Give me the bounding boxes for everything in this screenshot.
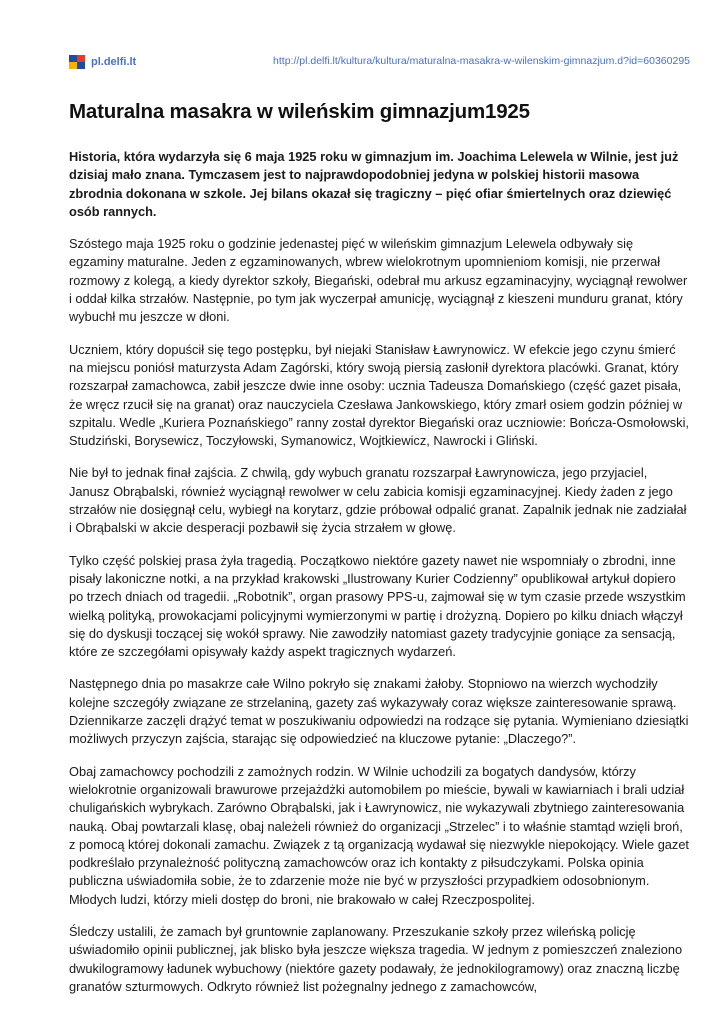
article-paragraph: Szóstego maja 1925 roku o godzinie jedenastej pięć w wileńskim gimnazjum Lelewela odbywały się egzaminy maturalne. Jeden z egzaminowanych, wbrew wielokrotnym upomnieniom komisji, nie przerwał rozmowy z kolegą, a kiedy dyrektor szkoły, Biegański, odebrał mu arkusz egzaminacyjny, wyciągnął rewolwer i oddał kilka strzałów. Następnie, po tym jak wyczerpał amunicję, wyciągnął z kieszeni munduru granat, który wybuchł mu jeszcze w dłoni.: [69, 236, 688, 325]
source-url[interactable]: http://pl.delfi.lt/kultura/kultura/maturalna-masakra-w-wilenskim-gimnazjum.d?id=60360295: [273, 55, 690, 67]
site-name[interactable]: pl.delfi.lt: [91, 56, 137, 68]
article-paragraph: Tylko część polskiej prasa żyła tragedią. Początkowo niektóre gazety nawet nie wspomniały o zbrodni, inne pisały lakoniczne notki, a na przykład krakowski „Ilustrowany Kurier Codzienny” opublikował artykuł dopiero po trzech dniach od tragedii. „Robotnik”, organ prasowy PPS-u, zajmował się w tym czasie przede wszystkim wielką polityką, prowokacjami policyjnymi wymierzonymi w partię i drożyzną. Dopiero po kilku dniach włączył się do dyskusji toczącej się wokół sprawy. Nie zawodziły natomiast gazety tradycyjnie goniące za sensacją, które ze szczegółami opisywały każdy aspekt tragicznych wydarzeń.: [69, 552, 686, 660]
site-logo[interactable]: [69, 55, 136, 69]
article-paragraph: Nie był to jednak finał zajścia. Z chwilą, gdy wybuch granatu rozszarpał Ławrynowicza, jego przyjaciel, Janusz Obrąbalski, również wyciągnął rewolwer w celu zabicia komisji egzaminacyjnej. Kiedy żaden z jego strzałów nie dosięgnął celu, wybiegł na korytarz, gdzie próbował odpalić granat. Zapalnik jednak nie zadziałał i Obrąbalski w akcie desperacji pozbawił się życia strzałem w głowę.: [69, 465, 687, 536]
article-paragraph: Następnego dnia po masakrze całe Wilno pokryło się znakami żałoby. Stopniowo na wierzch wychodziły kolejne szczegóły związane ze strzelaniną, gazety zaś wykazywały coraz większe zainteresowanie sprawą. Dziennikarze zaczęli drążyć temat w poszukiwaniu odpowiedzi na rodzące się pytania. Wymieniano dziesiątki możliwych przyczyn zajścia, starając się odpowiedzieć na kluczowe pytanie: „Dlaczego?”.: [69, 676, 689, 747]
article-paragraph: Obaj zamachowcy pochodzili z zamożnych rodzin. W Wilnie uchodzili za bogatych dandysów, którzy wielokrotnie organizowali brawurowe przejażdżki automobilem po mieście, bywali w kawiarniach i brali udział chuligańskich wybrykach. Zarówno Obrąbalski, jak i Ławrynowicz, nie wykazywali zbytniego zainteresowania nauką. Obaj powtarzali klasę, obaj należeli również do organizacji „Strzelec” i to właśnie stamtąd wzięli broń, z pomocą której dokonali zamachu. Związek z tą organizacją wydawał się niezwykle niepokojący. Wiele gazet podkreślało przynależność polityczną zamachowców oraz ich kontakty z piłsudczykami. Polska opinia publiczna uświadomiła sobie, że to zdarzenie może nie być w przyszłości przypadkiem odosobnionym. Młodych ludzi, którzy mieli dostęp do broni, nie brakowało w całej Rzeczpospolitej.: [69, 763, 689, 907]
article-body: [69, 148, 689, 1010]
page-header: [69, 55, 690, 69]
article-lead: Historia, która wydarzyła się 6 maja 1925 roku w gimnazjum im. Joachima Lelewela w Wilnie, jest już dzisiaj mało znana. Tymczasem jest to najprawdopodobniej jedyna w polskiej historii masowa zbrodnia dokonana w szkole. Jej bilans okazał się tragiczny – pięć ofiar śmiertelnych oraz dziewięć osób rannych.: [69, 149, 679, 219]
article-paragraph: Uczniem, który dopuścił się tego postępku, był niejaki Stanisław Ławrynowicz. W efekcie jego czynu śmierć na miejscu poniósł maturzysta Adam Zagórski, który swoją piersią zasłonił dyrektora placówki. Granat, który rozszarpał zamachowca, zabił jeszcze dwie inne osoby: ucznia Tadeusza Domańskiego (część gazet pisała, że wręcz rzucił się na granat) oraz nauczyciela Czesława Jankowskiego, który zmarł osiem godzin później w szpitalu. Wedle „Kuriera Poznańskiego” ranny został dyrektor Biegański oraz uczniowie: Bończa-Osmołowski, Studziński, Borysewicz, Toczyłowski, Symanowicz, Wojtkiewicz, Nawrocki i Gliński.: [69, 341, 689, 449]
delfi-logo-icon: [69, 55, 85, 69]
article-title: Maturalna masakra w wileńskim gimnazjum1925: [69, 100, 530, 123]
article-paragraph: Śledczy ustalili, że zamach był gruntownie zaplanowany. Przeszukanie szkoły przez wileńską policję uświadomiło opinii publicznej, jak blisko była jeszcze większa tragedia. W jednym z pomieszczeń znaleziono dwukilogramowy ładunek wybuchowy (niektóre gazety podawały, że jednokilogramowy) oraz znaczną liczbę granatów szturmowych. Odkryto również list pożegnalny jednego z zamachowców,: [69, 923, 683, 994]
